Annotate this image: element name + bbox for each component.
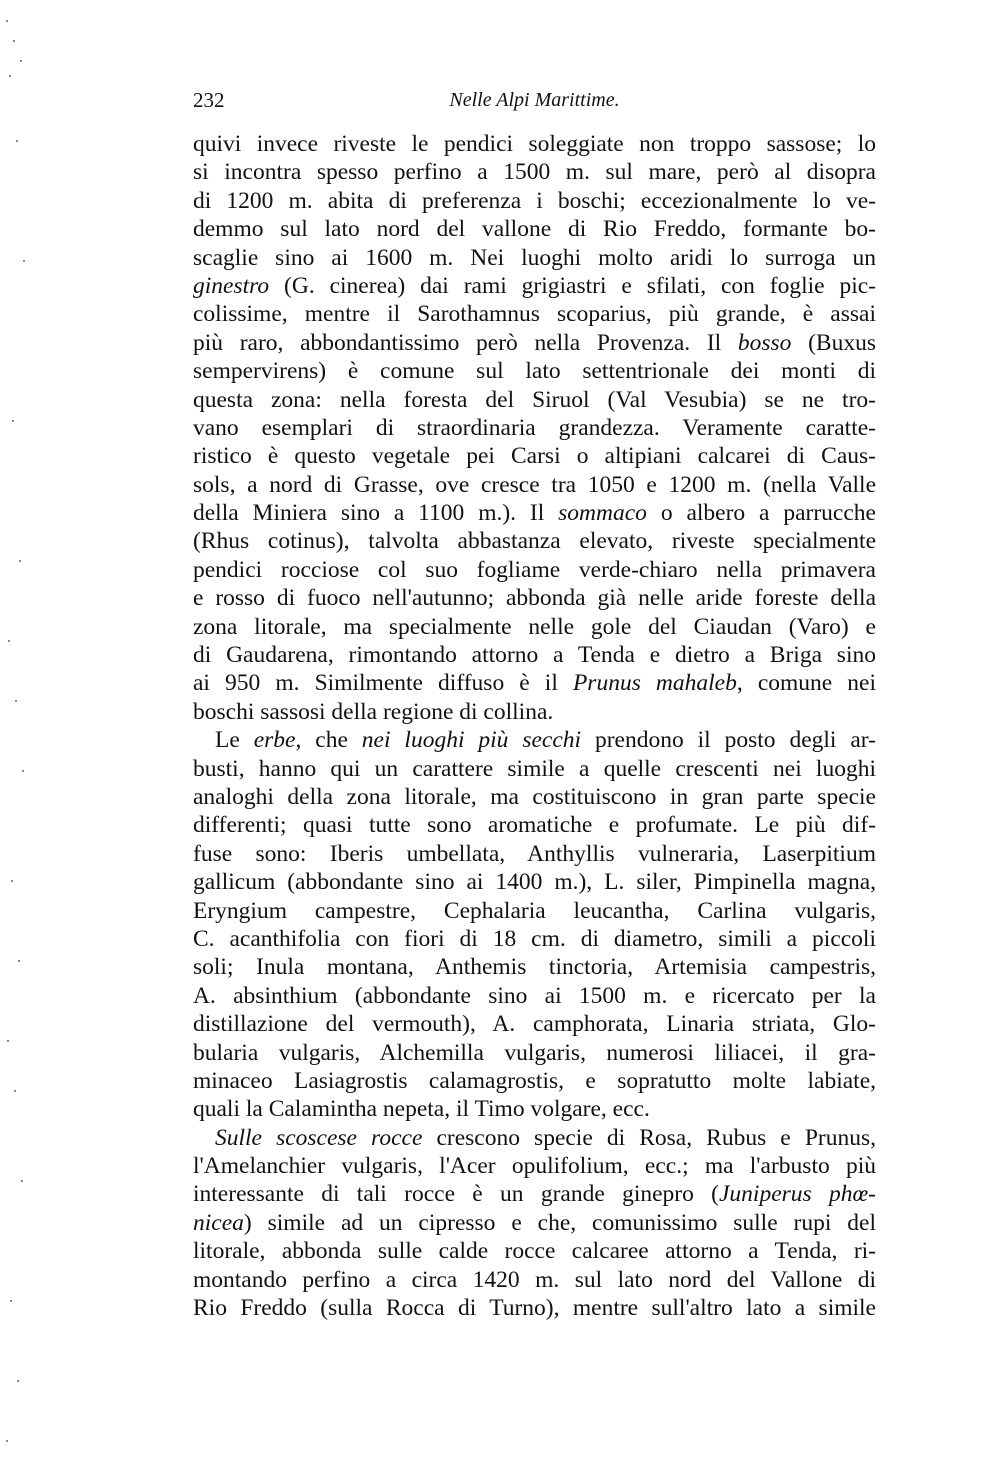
text-run: ai 950 m. Similmente diffuso è il: [193, 670, 573, 697]
text-run: pendici rocciose col suo fogliame verde-chiaro nella primavera: [193, 556, 876, 583]
italic-term: bosso: [737, 329, 792, 356]
text-line: [193, 1209, 876, 1237]
text-line: [193, 187, 876, 215]
text-run: A. absinthium (abbondante sino ai 1500 m. e ricercato per la: [193, 982, 876, 1009]
text-line: [193, 726, 876, 754]
text-line: [193, 272, 876, 300]
text-run: gallicum (abbondante sino ai 1400 m.), L. siler, Pimpinella magna,: [193, 869, 876, 896]
text-line: [193, 698, 876, 726]
speck: [20, 60, 22, 62]
speck: [23, 260, 25, 262]
text-run: e rosso di fuoco nell'autunno; abbonda già nelle aride foreste della: [193, 585, 876, 612]
text-run: prendono il posto degli ar-: [581, 727, 876, 754]
italic-term: nicea: [193, 1209, 244, 1236]
text-line: [193, 442, 876, 470]
speck: [13, 40, 15, 42]
speck: [11, 880, 13, 882]
text-run: demmo sul lato nord del vallone di Rio Freddo, formante bo-: [193, 216, 876, 243]
text-run: si incontra spesso perfino a 1500 m. sul mare, però al disopra: [193, 159, 876, 186]
text-run: sempervirens) è comune sul lato settentrionale dei monti di: [193, 358, 876, 385]
text-run: ristico è questo vegetale pei Carsi o altipiani calcarei di Caus-: [193, 443, 876, 470]
text-run: di Gaudarena, rimontando attorno a Tenda e dietro a Briga sino: [193, 642, 876, 669]
text-line: [193, 840, 876, 868]
text-line: [193, 1039, 876, 1067]
text-line: [193, 755, 876, 783]
speck: [17, 1380, 19, 1382]
text-run: Eryngium campestre, Cephalaria leucantha, Carlina vulgaris,: [193, 897, 876, 924]
text-run: crescono specie di Rosa, Rubus e Prunus,: [422, 1124, 876, 1151]
text-line: [193, 1237, 876, 1265]
paragraph: [193, 726, 876, 1123]
text-run: più raro, abbondantissimo però nella Provenza. Il: [193, 329, 738, 356]
speck: [6, 20, 8, 22]
speck: [16, 140, 18, 142]
text-line: [193, 613, 876, 641]
text-line: [193, 953, 876, 981]
text-line: [193, 414, 876, 442]
text-run: (Buxus: [791, 329, 876, 356]
text-line: [193, 300, 876, 328]
text-run: di 1200 m. abita di preferenza i boschi; eccezionalmente lo ve-: [193, 187, 876, 214]
text-line: [193, 868, 876, 896]
text-line: [193, 584, 876, 612]
text-run: quali la Calamintha nepeta, il Timo volgare, ecc.: [193, 1096, 650, 1123]
text-run: (G. cinerea) dai rami grigiastri e sfilati, con foglie pic-: [269, 272, 876, 299]
page-number: 232: [193, 88, 225, 112]
body-text: [193, 130, 876, 1322]
text-line: [193, 1095, 876, 1123]
italic-term: nei luoghi più secchi: [361, 727, 582, 754]
text-line: [193, 130, 876, 158]
text-line: [193, 1180, 876, 1208]
italic-term: Prunus mahaleb: [572, 670, 737, 697]
speck: [18, 960, 20, 962]
text-run: Rio Freddo (sulla Rocca di Turno), mentre sull'altro lato a simile: [193, 1295, 876, 1322]
text-line: [193, 471, 876, 499]
text-line: [193, 1010, 876, 1038]
text-line: [193, 158, 876, 186]
text-run: fuse sono: Iberis umbellata, Anthyllis vulneraria, Laserpitium: [193, 840, 876, 867]
text-line: [193, 499, 876, 527]
italic-term: Juniperus phœ-: [719, 1181, 876, 1208]
speck: [7, 1040, 9, 1042]
italic-term: erbe: [253, 727, 296, 754]
paragraph: [193, 1124, 876, 1323]
text-run: soli; Inula montana, Anthemis tinctoria, Artemisia campestris,: [193, 954, 876, 981]
text-run: zona litorale, ma specialmente nelle gole del Ciaudan (Varo) e: [193, 613, 876, 640]
text-run: ) simile ad un cipresso e che, comunissimo sulle rupi del: [243, 1209, 876, 1236]
text-run: (Rhus cotinus), talvolta abbastanza elevato, riveste specialmente: [193, 528, 876, 555]
text-run: boschi sassosi della regione di collina.: [193, 698, 554, 725]
text-run: della Miniera sino a 1100 m.). Il: [193, 500, 559, 527]
text-run: o albero a parrucche: [646, 500, 876, 527]
italic-term: sommaco: [558, 500, 647, 527]
text-run: , comune nei: [736, 670, 877, 697]
text-run: busti, hanno qui un carattere simile a quelle crescenti nei luoghi: [193, 755, 876, 782]
text-run: , che: [295, 727, 362, 754]
text-line: [193, 641, 876, 669]
text-run: interessante di tali rocce è un grande ginepro (: [193, 1181, 719, 1208]
paragraph: [193, 130, 876, 726]
text-run: differenti; quasi tutte sono aromatiche e profumate. Le più dif-: [193, 812, 876, 839]
text-run: C. acanthifolia con fiori di 18 cm. di diametro, simili a piccoli: [193, 925, 876, 952]
speck: [21, 1180, 23, 1182]
text-run: quivi invece riveste le pendici soleggiate non troppo sassose; lo: [193, 131, 876, 157]
text-line: [193, 1067, 876, 1095]
text-line: [193, 1152, 876, 1180]
text-line: [193, 329, 876, 357]
speck: [10, 1300, 12, 1302]
page-header: [193, 88, 876, 118]
text-run: minaceo Lasiagrostis calamagrostis, e sopratutto molte labiate,: [193, 1067, 876, 1094]
text-line: [193, 244, 876, 272]
speck: [15, 700, 17, 702]
text-line: [193, 527, 876, 555]
running-title: Nelle Alpi Marittime.: [449, 89, 620, 111]
text-run: Le: [215, 727, 254, 754]
speck: [19, 560, 21, 562]
text-line: [193, 386, 876, 414]
italic-term: Sulle scoscese rocce: [215, 1124, 423, 1151]
text-line: [193, 783, 876, 811]
text-line: [193, 669, 876, 697]
speck: [8, 640, 10, 642]
text-run: litorale, abbonda sulle calde rocce calcaree attorno a Tenda, ri-: [193, 1238, 876, 1265]
text-run: analoghi della zona litorale, ma costituiscono in gran parte specie: [193, 783, 876, 810]
text-line: [193, 357, 876, 385]
speck: [12, 420, 14, 422]
speck: [6, 1440, 8, 1442]
text-line: [193, 215, 876, 243]
text-line: [193, 1266, 876, 1294]
text-run: vano esemplari di straordinaria grandezza. Veramente caratte-: [193, 414, 876, 441]
text-run: distillazione del vermouth), A. camphorata, Linaria striata, Glo-: [193, 1011, 876, 1038]
text-line: [193, 811, 876, 839]
scan-edge-specks: [0, 0, 30, 1474]
text-line: [193, 556, 876, 584]
italic-term: ginestro: [193, 272, 270, 299]
text-line: [193, 925, 876, 953]
speck: [22, 770, 24, 772]
text-line: [193, 1124, 876, 1152]
speck: [9, 75, 11, 77]
text-run: colissime, mentre il Sarothamnus scoparius, più grande, è assai: [193, 301, 876, 328]
speck: [14, 1090, 16, 1092]
text-line: [193, 897, 876, 925]
text-run: sols, a nord di Grasse, ove cresce tra 1050 e 1200 m. (nella Valle: [193, 471, 876, 498]
text-line: [193, 1294, 876, 1322]
text-line: [193, 982, 876, 1010]
text-run: scaglie sino ai 1600 m. Nei luoghi molto aridi lo surroga un: [193, 244, 876, 271]
text-run: bularia vulgaris, Alchemilla vulgaris, numerosi liliacei, il gra-: [193, 1039, 876, 1066]
text-run: l'Amelanchier vulgaris, l'Acer opulifolium, ecc.; ma l'arbusto più: [193, 1153, 876, 1180]
text-run: montando perfino a circa 1420 m. sul lato nord del Vallone di: [193, 1266, 876, 1293]
text-run: questa zona: nella foresta del Siruol (Val Vesubia) se ne tro-: [193, 386, 876, 413]
